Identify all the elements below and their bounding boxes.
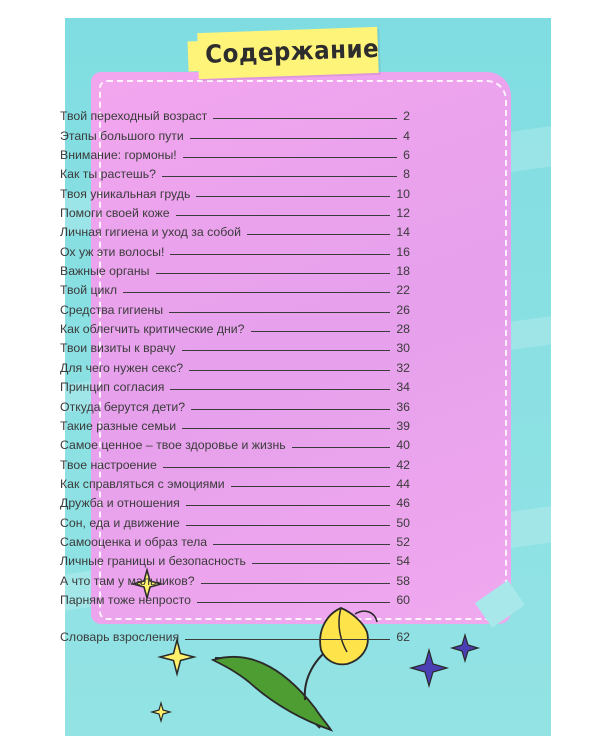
toc-leader-line xyxy=(191,409,390,410)
toc-entry xyxy=(60,452,410,471)
toc-leader-line xyxy=(162,176,397,177)
toc-entry-page: 52 xyxy=(396,534,410,549)
toc-entry-page: 10 xyxy=(396,186,410,201)
star-icon xyxy=(411,650,447,686)
toc-entry-title: Дружба и отношения xyxy=(60,496,180,511)
toc-leader-line xyxy=(196,196,390,197)
toc-entry-page: 28 xyxy=(396,322,410,337)
toc-entry xyxy=(60,162,410,181)
toc-entry xyxy=(60,336,410,355)
toc-entry-title: Для чего нужен секс? xyxy=(60,360,184,375)
toc-entry-page: 30 xyxy=(396,341,410,356)
toc-leader-line xyxy=(169,312,390,313)
toc-leader-line xyxy=(183,157,397,158)
toc-entry-title: Важные органы xyxy=(60,264,150,279)
toc-leader-line xyxy=(182,350,391,351)
toc-leader-line xyxy=(251,331,391,332)
toc-entry-page: 14 xyxy=(396,225,410,240)
toc-entry-page: 4 xyxy=(403,128,410,143)
toc-entry xyxy=(60,394,410,413)
toc-entry-page: 32 xyxy=(396,360,410,375)
toc-leader-line xyxy=(186,505,390,506)
toc-leader-line xyxy=(182,428,390,429)
toc-entry-title: Как ты растешь? xyxy=(60,167,156,182)
toc-leader-line xyxy=(201,583,391,584)
toc-entry-title: Парням тоже непросто xyxy=(60,592,191,607)
toc-entry xyxy=(60,355,410,374)
toc-leader-line xyxy=(185,639,390,640)
toc-entry xyxy=(60,530,410,549)
toc-entry-title: Твоя уникальная грудь xyxy=(60,186,191,201)
page-title: Содержание xyxy=(204,33,380,69)
toc-entry-page: 42 xyxy=(396,457,410,472)
toc-entry-title: Самое ценное – твое здоровье и жизнь xyxy=(60,438,286,453)
toc-entry-title: Такие разные семьи xyxy=(60,418,177,433)
toc-leader-line xyxy=(176,215,391,216)
toc-entry-page: 39 xyxy=(396,418,410,433)
toc-entry-title: Личные границы и безопасность xyxy=(60,554,246,569)
toc-entry-title: Принцип согласия xyxy=(60,380,165,395)
star-icon xyxy=(160,640,194,674)
toc-entry-page: 12 xyxy=(396,206,410,221)
toc-entry-page: 18 xyxy=(396,264,410,279)
toc-entry xyxy=(60,123,410,142)
toc-entry-page: 16 xyxy=(396,244,410,259)
toc-leader-line xyxy=(189,370,390,371)
toc-entry xyxy=(60,259,410,278)
toc-entry-title: Средства гигиены xyxy=(60,302,164,317)
toc-entry-page: 36 xyxy=(396,399,410,414)
toc-entry xyxy=(60,491,410,510)
toc-leader-line xyxy=(247,234,390,235)
toc-entry-page: 6 xyxy=(403,148,410,163)
toc-entry-title: Помоги своей коже xyxy=(60,206,170,221)
toc-leader-line xyxy=(213,118,397,119)
toc-entry-page: 26 xyxy=(396,302,410,317)
toc-entry-title: Твои визиты к врачу xyxy=(60,341,176,356)
toc-entry-title: Сон, еда и движение xyxy=(60,515,180,530)
toc-entry-page: 46 xyxy=(396,496,410,511)
toc-entry-title: Внимание: гормоны! xyxy=(60,148,177,163)
toc-leader-line xyxy=(292,447,391,448)
star-icon xyxy=(452,635,478,661)
toc-entry xyxy=(60,181,410,200)
toc-entry-page: 60 xyxy=(396,592,410,607)
toc-entry-title: А что там у мальчиков? xyxy=(60,573,195,588)
toc-entry-page: 2 xyxy=(403,109,410,124)
toc-leader-line xyxy=(213,544,390,545)
toc-entry-title: Как справляться с эмоциями xyxy=(60,476,225,491)
toc-leader-line xyxy=(190,138,397,139)
toc-leader-line xyxy=(231,486,391,487)
toc-entry-title: Твой цикл xyxy=(60,283,118,298)
toc-entry-page: 62 xyxy=(396,630,410,645)
toc-entry xyxy=(60,433,410,452)
toc-leader-line xyxy=(156,273,391,274)
toc-entry-title: Личная гигиена и уход за собой xyxy=(60,225,242,240)
toc-entry xyxy=(60,625,410,644)
toc-leader-line xyxy=(163,467,390,468)
toc-entry-page: 44 xyxy=(396,476,410,491)
toc-entry-page: 50 xyxy=(396,515,410,530)
toc-entry xyxy=(60,297,410,316)
toc-entry-title: Ох уж эти волосы! xyxy=(60,244,165,259)
toc-entry xyxy=(60,510,410,529)
toc-entry xyxy=(60,568,410,587)
toc-entry xyxy=(60,220,410,239)
toc-leader-line xyxy=(186,525,391,526)
toc-entry-title: Как облегчить критические дни? xyxy=(60,322,245,337)
toc-entry-page: 8 xyxy=(403,167,410,182)
toc-leader-line xyxy=(123,292,390,293)
toc-entry xyxy=(60,317,410,336)
toc-entry xyxy=(60,549,410,568)
toc-entry xyxy=(60,239,410,258)
toc-entry-title: Этапы большого пути xyxy=(60,128,184,143)
toc-entry-title: Словарь взросления xyxy=(60,630,180,645)
toc-entry-title: Откуда берутся дети? xyxy=(60,399,186,414)
toc-leader-line xyxy=(197,602,390,603)
star-icon xyxy=(152,703,170,721)
toc-entry-title: Твой переходный возраст xyxy=(60,109,208,124)
toc-entry-page: 34 xyxy=(396,380,410,395)
toc-entry xyxy=(60,278,410,297)
toc-entry-page: 54 xyxy=(396,554,410,569)
toc-entry-page: 22 xyxy=(396,283,410,298)
toc-entry xyxy=(60,201,410,220)
toc-entry xyxy=(60,588,410,607)
toc-entry-title: Самооценка и образ тела xyxy=(60,534,208,549)
toc-entry xyxy=(60,472,410,491)
toc-leader-line xyxy=(170,389,390,390)
toc-list xyxy=(60,104,410,644)
toc-entry-page: 58 xyxy=(396,573,410,588)
toc-entry xyxy=(60,414,410,433)
toc-leader-line xyxy=(252,563,390,564)
toc-entry-page: 40 xyxy=(396,438,410,453)
toc-leader-line xyxy=(170,254,390,255)
toc-entry xyxy=(60,104,410,123)
toc-entry-title: Твое настроение xyxy=(60,457,157,472)
toc-entry xyxy=(60,143,410,162)
toc-entry xyxy=(60,375,410,394)
